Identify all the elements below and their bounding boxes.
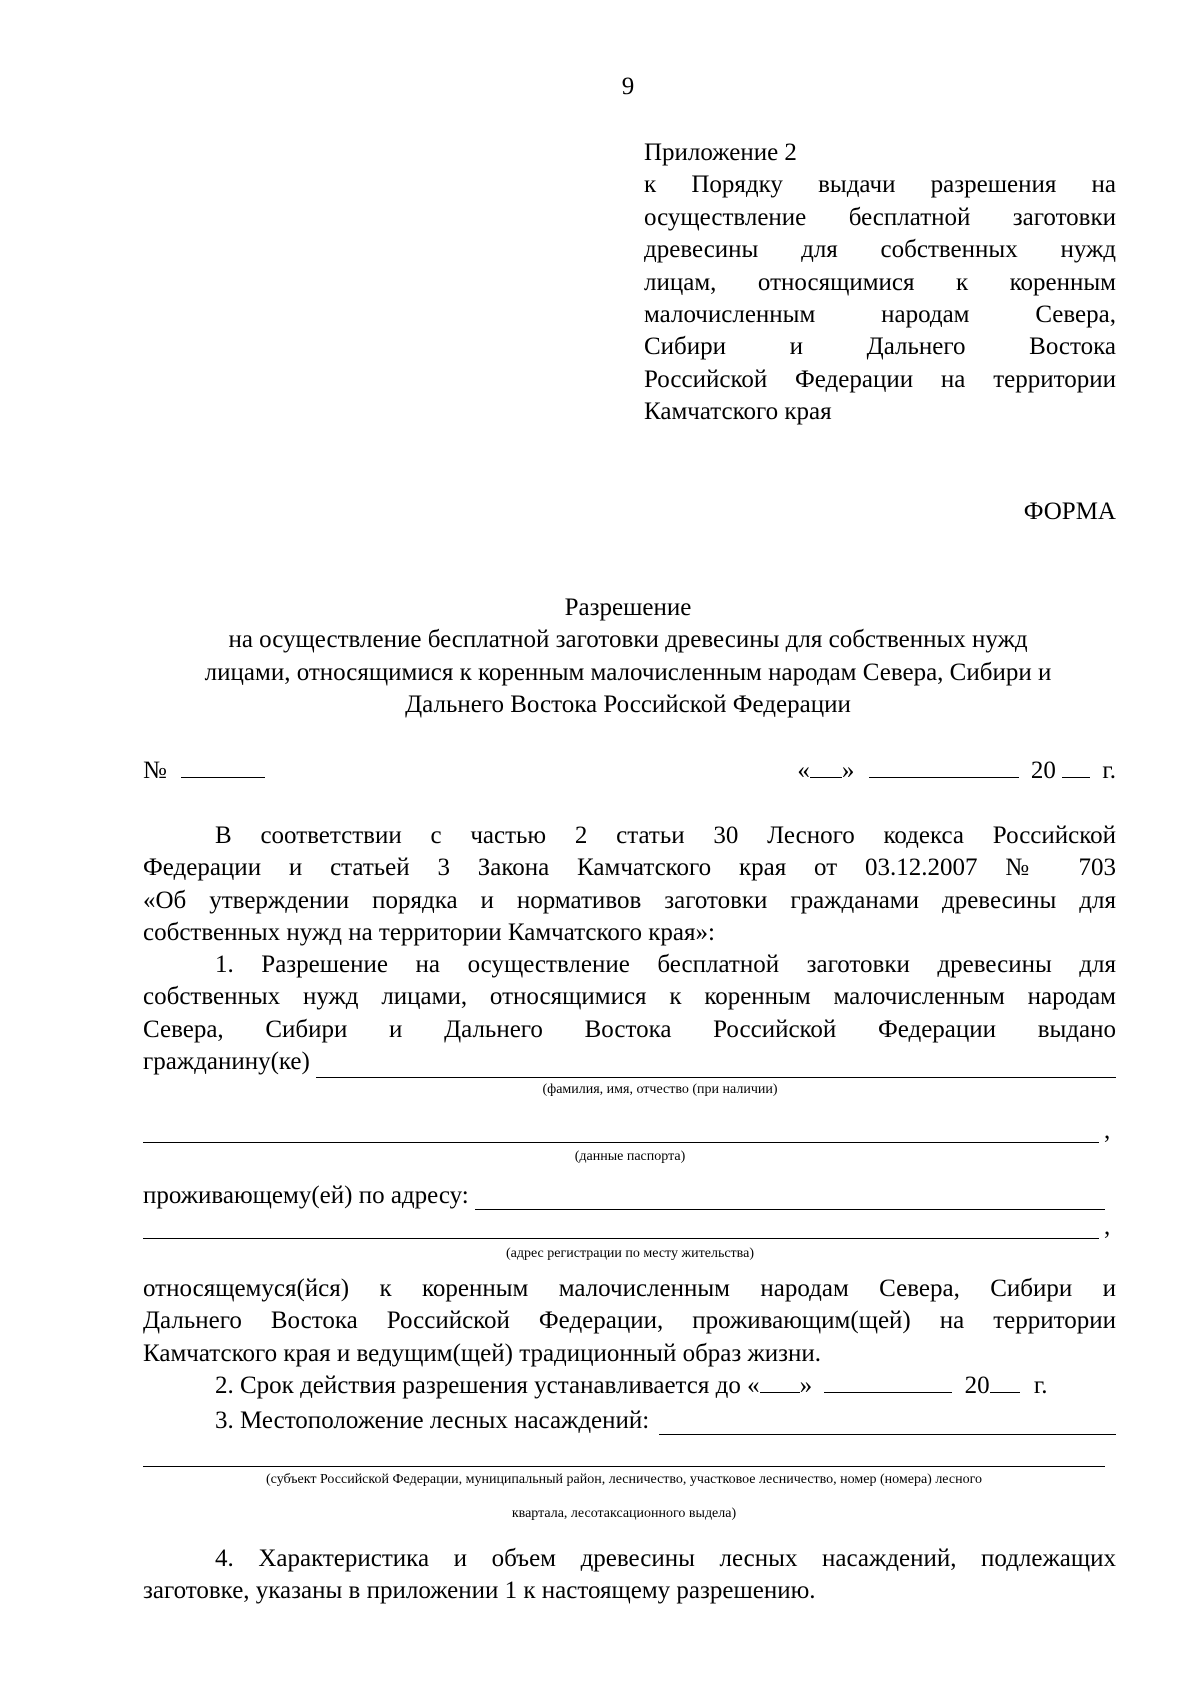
permit-date-row: [797, 755, 1116, 786]
appendix-line: Камчатского края: [644, 398, 832, 426]
form-label: ФОРМА: [1023, 498, 1116, 525]
item2-quote-close: »: [799, 1372, 813, 1399]
title-line: Дальнего Востока Российской Федерации: [405, 691, 851, 719]
caption-location-line1: (субъект Российской Федерации, муниципальный район, лесничество, участковое лесничество, номер (номера) лесного: [266, 1472, 982, 1487]
citizen-label: гражданину(ке): [143, 1047, 310, 1075]
item2-text: 2. Срок действия разрешения устанавливается до «: [215, 1372, 760, 1399]
item-1-paragraph: [143, 949, 1116, 1078]
passport-comma: ,: [1104, 1117, 1111, 1144]
year-prefix: 20: [1030, 757, 1056, 784]
belonging-line: Дальнего Востока Российской Федерации, проживающим(щей) на территории: [143, 1307, 1116, 1335]
item3-label: 3. Местоположение лесных насаждений:: [215, 1407, 650, 1434]
appendix-line: Приложение 2: [644, 139, 797, 166]
appendix-line: древесины для собственных нужд: [644, 236, 1116, 264]
caption-fio: (фамилия, имя, отчество (при наличии): [542, 1082, 778, 1097]
item2-year-blank[interactable]: [990, 1370, 1020, 1393]
permit-number-blank[interactable]: [181, 755, 265, 778]
item2-year-suffix: г.: [1033, 1372, 1048, 1399]
passport-line: [143, 1118, 1099, 1143]
belonging-paragraph: [143, 1273, 1116, 1370]
year-blank[interactable]: [1062, 755, 1090, 778]
item2-month-blank[interactable]: [824, 1370, 952, 1393]
caption-passport: (данные паспорта): [574, 1149, 686, 1164]
date-quote-open: «: [797, 757, 810, 784]
item2-year-prefix: 20: [964, 1372, 990, 1399]
belonging-line: относящемуся(йся) к коренным малочисленным народам Севера, Сибири и: [143, 1275, 1116, 1302]
citizen-name-blank[interactable]: [316, 1053, 1116, 1078]
item1-line: Севера, Сибири и Дальнего Востока Российской Федерации выдано: [143, 1015, 1116, 1043]
appendix-line: Российской Федерации на территории: [644, 365, 1116, 393]
caption-address: (адрес регистрации по месту жительства): [506, 1246, 754, 1261]
page-number: 9: [621, 73, 635, 100]
title-line: на осуществление бесплатной заготовки древесины для собственных нужд: [228, 626, 1028, 654]
appendix-line: к Порядку выдачи разрешения на: [644, 171, 1116, 199]
citizen-row: [143, 1046, 1116, 1078]
day-blank[interactable]: [810, 755, 842, 778]
intro-paragraph: [143, 820, 1116, 950]
belonging-line: Камчатского края и ведущим(щей) традиционный образ жизни.: [143, 1339, 822, 1367]
item1-line: собственных нужд лицами, относящимися к коренным малочисленным народам: [143, 983, 1116, 1011]
title-line: Разрешение: [564, 594, 692, 621]
appendix-line: малочисленным народам Севера,: [644, 301, 1116, 329]
address-second-blank[interactable]: [143, 1214, 1099, 1240]
caption-location-line2: квартала, лесотаксационного выдела): [511, 1506, 737, 1521]
intro-line: Федерации и статьей 3 Закона Камчатского края от 03.12.2007 № 703: [143, 854, 1116, 882]
forest-location-second-line: [143, 1454, 1105, 1467]
intro-line: «Об утверждении порядка и нормативов заготовки гражданами древесины для: [143, 886, 1116, 914]
item-3-row: [215, 1403, 1116, 1435]
forest-location-blank[interactable]: [659, 1410, 1116, 1435]
item1-line: 1. Разрешение на осуществление бесплатной заготовки древесины для: [215, 951, 1116, 978]
address-row: [143, 1178, 1105, 1210]
address-comma: ,: [1104, 1213, 1111, 1240]
number-sign: №: [143, 757, 167, 784]
permit-number-row: [143, 755, 265, 786]
year-suffix: г.: [1102, 757, 1116, 784]
document-title: [120, 592, 1136, 722]
month-blank[interactable]: [869, 755, 1019, 778]
address-blank[interactable]: [475, 1185, 1105, 1210]
item4-line: 4. Характеристика и объем древесины лесных насаждений, подлежащих: [215, 1545, 1116, 1572]
item2-day-blank[interactable]: [760, 1370, 800, 1393]
address-label: проживающему(ей) по адресу:: [143, 1182, 469, 1209]
passport-blank[interactable]: [143, 1118, 1099, 1144]
appendix-header: [644, 137, 1116, 429]
item-2-row: [215, 1370, 1048, 1402]
forest-location-second-blank[interactable]: [143, 1454, 1105, 1468]
appendix-line: лицам, относящимися к коренным: [644, 268, 1116, 296]
intro-line: собственных нужд на территории Камчатского края»:: [143, 919, 715, 947]
date-quote-close: »: [841, 757, 855, 784]
intro-line: В соответствии с частью 2 статьи 30 Лесного кодекса Российской: [215, 822, 1116, 849]
appendix-line: осуществление бесплатной заготовки: [644, 203, 1116, 231]
address-second-line: [143, 1214, 1099, 1239]
item4-line: заготовке, указаны в приложении 1 к настоящему разрешению.: [143, 1577, 816, 1605]
title-line: лицами, относящимися к коренным малочисленным народам Севера, Сибири и: [204, 658, 1052, 686]
appendix-line: Сибири и Дальнего Востока: [644, 333, 1116, 361]
item-4-paragraph: [143, 1543, 1116, 1608]
